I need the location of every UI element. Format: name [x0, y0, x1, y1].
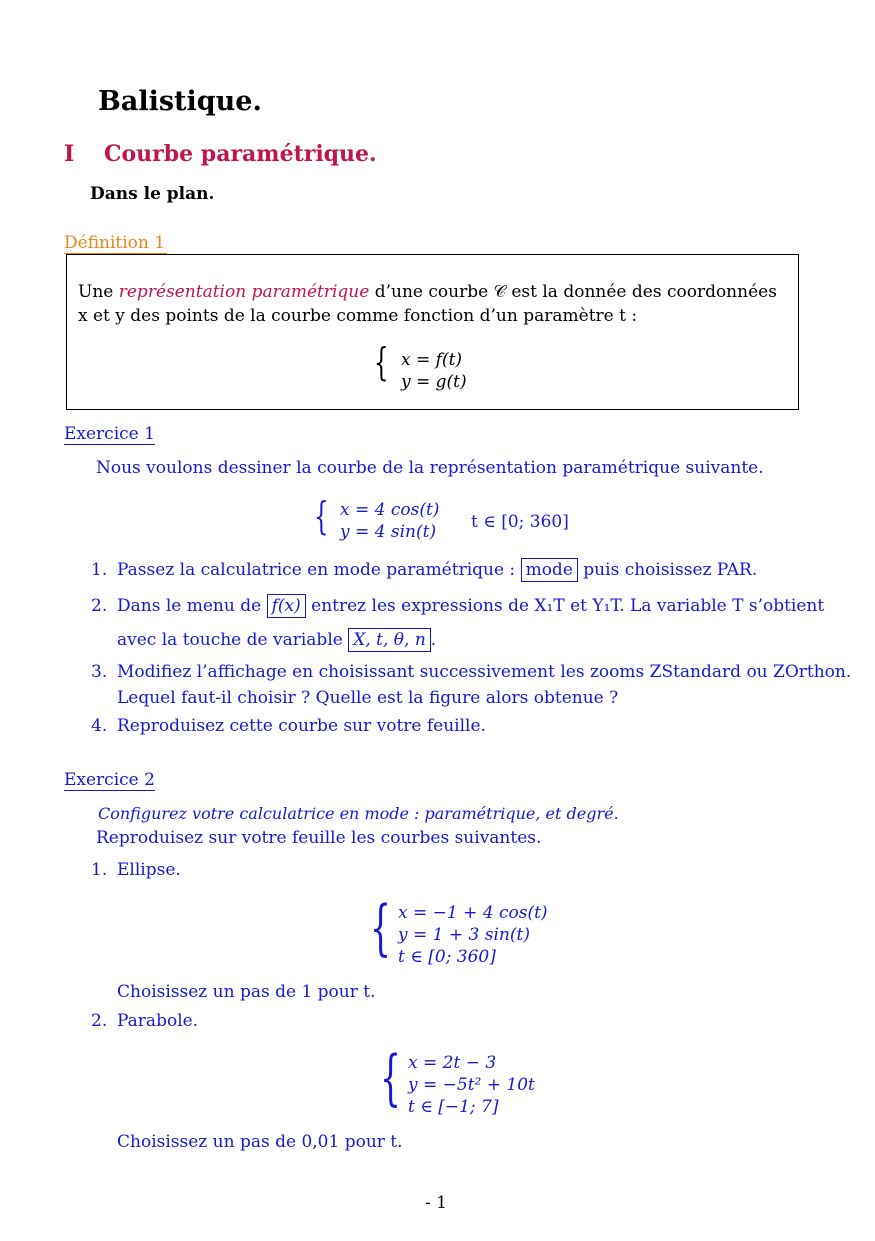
- exercice-2-intro: Reproduisez sur votre feuille les courbes suivantes.: [96, 828, 542, 848]
- list-item: 2. Parabole.: [91, 1011, 199, 1031]
- exercice-1-domain: t ∈ [0; 360]: [471, 512, 569, 532]
- section-number: I: [64, 141, 75, 167]
- exercice-1-label: Exercice 1: [64, 424, 155, 444]
- definition-box: [66, 254, 799, 410]
- calculator-key-variable: X, t, θ, n: [348, 628, 431, 652]
- parabole-step: Choisissez un pas de 0,01 pour t.: [117, 1132, 403, 1152]
- list-item: 3. Modifiez l’affichage en choisissant successivement les zooms ZStandard ou ZOrthon. Lequel faut-il choisir ? Quelle est la figure alors obtenue ?: [91, 662, 852, 708]
- brace-icon: {: [380, 1043, 402, 1113]
- definition-label: Définition 1: [64, 233, 166, 253]
- calculator-key-mode: mode: [521, 558, 578, 582]
- list-item: 1. Ellipse.: [91, 860, 181, 880]
- brace-icon: {: [370, 893, 392, 963]
- brace-icon: {: [314, 494, 329, 538]
- page-title: Balistique.: [98, 86, 262, 117]
- definition-term: représentation paramétrique: [118, 282, 370, 302]
- ellipse-step: Choisissez un pas de 1 pour t.: [117, 982, 376, 1002]
- section-heading: [64, 141, 377, 167]
- ellipse-system: x = −1 + 4 cos(t) y = 1 + 3 sin(t) t ∈ [0; 360]: [398, 903, 548, 967]
- definition-line-1: Une représentation paramétrique d’une courbe 𝒞 est la donnée des coordonnées: [78, 282, 777, 302]
- definition-system: x = f(t) y = g(t): [401, 350, 467, 392]
- list-item-continuation: avec la touche de variable X, t, θ, n .: [117, 630, 437, 650]
- list-item: 4. Reproduisez cette courbe sur votre feuille.: [91, 716, 486, 736]
- list-item: 1. Passez la calculatrice en mode paramétrique : mode puis choisissez PAR.: [91, 560, 758, 580]
- calculator-key-fx: f(x): [267, 594, 306, 618]
- exercice-2-config: Configurez votre calculatrice en mode : paramétrique, et degré.: [98, 804, 619, 823]
- section-title: Courbe paramétrique.: [104, 141, 377, 167]
- subsection-heading: Dans le plan.: [90, 184, 215, 204]
- list-item: 2. Dans le menu de f(x) entrez les expressions de X₁T et Y₁T. La variable T s’obtient: [91, 596, 825, 616]
- definition-line-2: x et y des points de la courbe comme fonction d’un paramètre t :: [78, 306, 638, 326]
- exercice-2-label: Exercice 2: [64, 770, 155, 790]
- brace-icon: {: [374, 340, 389, 384]
- page-number: - 1: [425, 1193, 447, 1213]
- parabole-system: x = 2t − 3 y = −5t² + 10t t ∈ [−1; 7]: [408, 1053, 535, 1117]
- exercice-1-system: x = 4 cos(t) y = 4 sin(t): [340, 500, 440, 542]
- exercice-1-intro: Nous voulons dessiner la courbe de la représentation paramétrique suivante.: [96, 458, 764, 478]
